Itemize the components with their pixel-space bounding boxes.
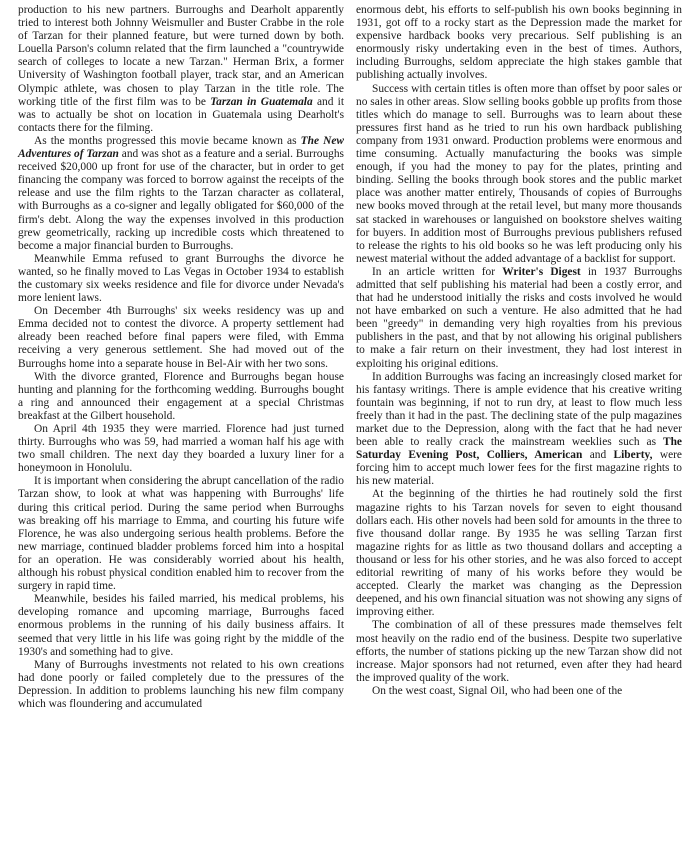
paragraph <box>18 475 344 593</box>
emphasized-text: The Saturday Evening Post, Colliers, American <box>356 436 682 462</box>
paragraph-text: At the beginning of the thirties he had routinely sold the first magazine rights to his Tarzan novels for seven to eight thousand dollars each. His other novels had been sold for amounts in the three to five thousand dollar range. By 1935 he was selling Tarzan first magazine rights for as little as two thousand dollars and accepting a thousand or less for his other stories, and he was also forced to accept editorial rewriting of many of his works before they would be accepted. Clearly the market was changing as the Depression deepened, and his own financial situation was not showing any signs of improving either. <box>356 488 682 619</box>
paragraph-text: and was shot as a feature and a serial. Burroughs received $20,000 up front for use of the character, but in order to get financing the company was forced to borrow against the receipts of the release and use the film rights to the Tarzan character as collateral, with Burroughs as a co-signer and legally obligated for $60,000 of the firm's debt. Along the way the expenses involved in this production grew geometrically, racking up incredible costs which threatened to become a major financial burden to Burroughs. <box>18 148 344 252</box>
emphasized-text: Writer's Digest <box>502 265 581 278</box>
paragraph <box>18 423 344 475</box>
paragraph <box>356 83 682 266</box>
paragraph <box>18 593 344 658</box>
paragraph <box>356 266 682 371</box>
paragraph <box>356 371 682 489</box>
paragraph <box>356 4 682 83</box>
paragraph-text: enormous debt, his efforts to self-publish his own books beginning in 1931, got off to a rocky start as the Depression made the market for expensive hardback books very precarious. Self publishing is an enormously risky undertaking even in the best of times. Authors, including Burroughs, seldom appreciate the high stakes gamble that publishing actually involves. <box>356 4 682 82</box>
paragraph <box>356 619 682 684</box>
paragraph-text: in 1937 Burroughs admitted that self publishing his material had been a costly error, and that had he understood initially the risks and costs involved he would not have embarked on such a venture. He also admitted that he had been "greedy" in demanding very high royalties from his previous publishers in the past, and that by not allowing his original publishers to make a fair return on their investment, they had lost interest in exploiting his original editions. <box>356 265 683 370</box>
paragraph-text: In addition Burroughs was facing an increasingly closed market for his fantasy writings. There is ample evidence that his creative writing fountain was beginning, if not to run dry, at least to flow much less freely than it had in the past. The declining state of the pulp magazines market due to the Depression, along with the fact that he had never been able to really crack the mainstream weeklies such as <box>356 370 682 449</box>
paragraph-text: Meanwhile Emma refused to grant Burroughs the divorce he wanted, so he finally moved to Las Vegas in October 1934 to establish the customary six weeks residence and file for divorce under Nevada's more lenient laws. <box>18 252 344 305</box>
paragraph <box>356 685 682 698</box>
paragraph-text: The combination of all of these pressures made themselves felt most heavily on the radio end of the business. Despite two superlative efforts, the number of stations picking up the new Tarzan show did not increase. Major sponsors had not returned, even after they had heard the improved quality of the work. <box>356 619 682 684</box>
paragraph-text: and <box>582 449 614 462</box>
paragraph-text: Many of Burroughs investments not related to his own creations had done poorly or failed completely due to the pressures of the Depression. In addition to problems launching his new film company which was floundering and accumulated <box>18 658 344 710</box>
paragraph-text: With the divorce granted, Florence and Burroughs began house hunting and planning for the forthcoming wedding. Burroughs bought a ring and announced their engagement at a special Christmas breakfast at the Gilbert household. <box>18 370 344 422</box>
paragraph <box>18 659 344 711</box>
paragraph-text: On December 4th Burroughs' six weeks residency was up and Emma decided not to contest the divorce. A property settlement had already been reached before final papers were filed, with Emma receiving a very generous settlement. She had moved out of the Burroughs home into a separate house in Bel-Air with her two sons. <box>18 305 344 370</box>
paragraph <box>18 4 344 135</box>
paragraph <box>18 253 344 305</box>
paragraph-text: and it was to actually be shot on location in Guatemala using Dearholt's contacts there for the filming. <box>18 95 344 134</box>
right-column <box>356 4 682 864</box>
emphasized-text: The New Adventures of Tarzan <box>18 134 344 161</box>
paragraph-text: Success with certain titles is often more than offset by poor sales or no sales in other areas. Slow selling books gobble up profits from those titles which do manage to sell. Burroughs was to learn about these pressures first hand as he tried to run his own hardback publishing company from 1931 onward. Production problems were enormous and time consuming. Actually manufacturing the books was simple enough, if you had the money to pay for the plates, printing and binding. Selling the books through book stores and the public market place was another matter entirely, Thousands of copies of Burroughs new books moved through at the retail level, but many more thousands sat stacked in warehouses or languished on bookstore shelves waiting for buyers. In addition most of Burroughs previous publishers refused to release the rights to his old books so he was left producing only his newest material without the added advantage of a backlist for support. <box>356 82 682 265</box>
emphasized-text: Tarzan in Guatemala <box>210 95 313 108</box>
paragraph-text: production to his new partners. Burroughs and Dearholt apparently tried to interest both Johnny Weismuller and Buster Crabbe in the role of Tarzan for their planned feature, but were turned down by both. Louella Parson's column related that the firm launched a "countrywide search of colleges to locate a new Tarzan." Herman Brix, a former University of Washington football player, track star, and an American Olympic athlete, was chosen to play Tarzan in the title role. The working title of the first film was to be <box>18 4 344 108</box>
paragraph <box>18 135 344 253</box>
emphasized-text: Liberty, <box>613 449 653 462</box>
paragraph-text: Meanwhile, besides his failed married, his medical problems, his developing romance and upcoming marriage, Burroughs faced enormous problems in the running of his daily business affairs. It seemed that very little in his life was going right by the middle of the 1930's and something had to give. <box>18 593 344 658</box>
paragraph-text: In an article written for <box>372 265 503 278</box>
paragraph-text: On the west coast, Signal Oil, who had been one of the <box>372 684 623 697</box>
paragraph-text: On April 4th 1935 they were married. Florence had just turned thirty. Burroughs who was 59, had married a woman half his age with two small children. The next day they boarded a luxury liner for a honeymoon in Honolulu. <box>18 423 344 475</box>
paragraph-text: were forcing him to accept much lower fees for the first magazine rights to his new material. <box>356 449 682 488</box>
paragraph <box>356 488 682 619</box>
left-column <box>18 4 344 864</box>
paragraph <box>18 305 344 370</box>
paragraph-text: As the months progressed this movie became known as <box>34 134 301 147</box>
paragraph-text: It is important when considering the abrupt cancellation of the radio Tarzan show, to look at what was happening with Burroughs' life during this critical period. During the same period when Burroughs was breaking off his marriage to Emma, and courting his future wife Florence, he was also undergoing serious health problems. Before the new marriage, continued bladder problems forced him into a hospital for an operation. He was considerably worried about his health, although his robust physical condition enabled him to recover from the surgery in rapid time. <box>18 475 344 593</box>
paragraph <box>18 371 344 423</box>
